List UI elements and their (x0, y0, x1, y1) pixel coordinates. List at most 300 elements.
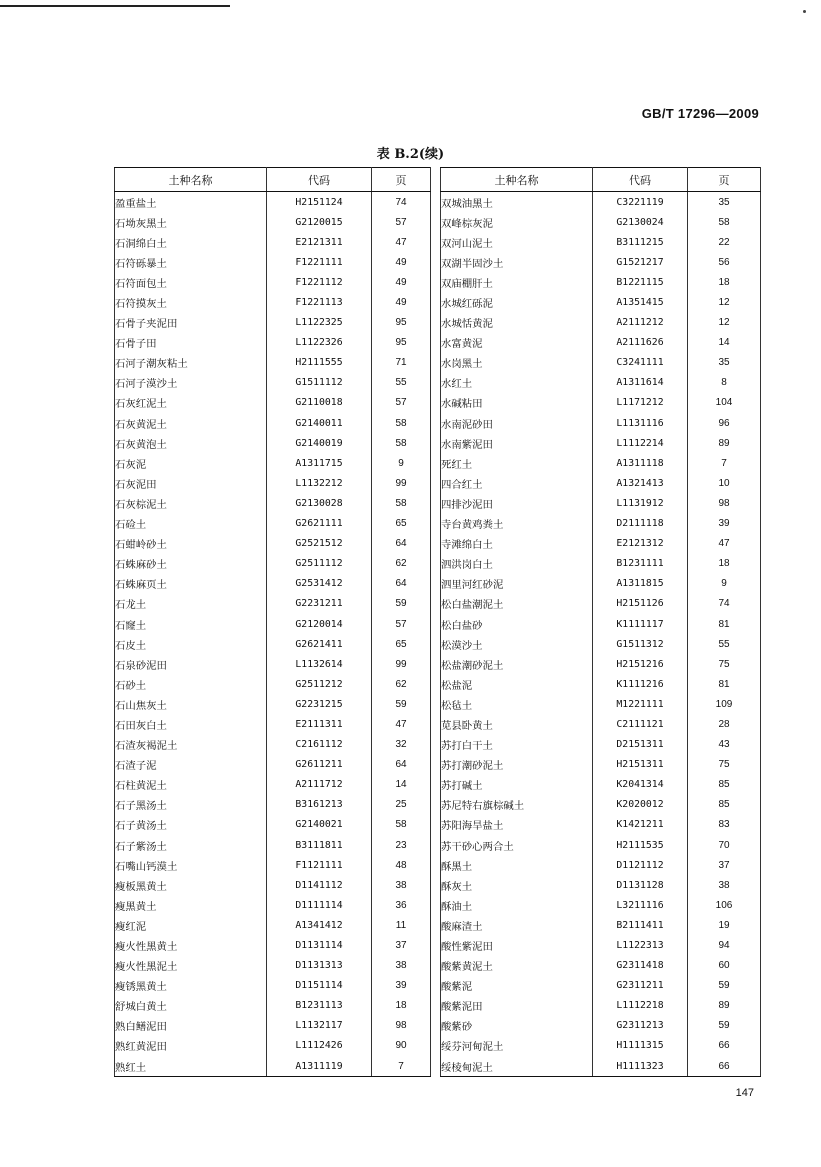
table-row (115, 514, 431, 534)
page-ref-cell: 66 (688, 1056, 761, 1077)
table-row (441, 775, 761, 795)
soil-code-cell: D1151114 (267, 976, 372, 996)
soil-code-cell: B3111811 (267, 835, 372, 855)
page-ref-cell: 14 (372, 775, 431, 795)
page-ref-cell: 28 (688, 714, 761, 734)
table-row (115, 735, 431, 755)
table-row (115, 634, 431, 654)
page-ref-cell: 37 (688, 855, 761, 875)
soil-name-cell: 泗洪岗白土 (441, 554, 593, 574)
page-ref-cell: 75 (688, 654, 761, 674)
soil-code-cell: G2621111 (267, 514, 372, 534)
page-ref-cell: 56 (688, 252, 761, 272)
soil-code-cell: K1111216 (593, 674, 688, 694)
page-ref-cell: 18 (688, 554, 761, 574)
page-ref-cell: 39 (688, 514, 761, 534)
soil-name-cell: 瘦黑黄土 (115, 895, 267, 915)
soil-name-cell: 石龙土 (115, 594, 267, 614)
soil-code-cell: K1111117 (593, 614, 688, 634)
soil-code-cell: H2151124 (267, 192, 372, 213)
page-ref-cell: 89 (688, 996, 761, 1016)
page-ref-cell: 36 (372, 895, 431, 915)
soil-code-cell: C3241111 (593, 353, 688, 373)
soil-name-cell: 石河子潮灰粘土 (115, 353, 267, 373)
table-header-row (115, 168, 431, 192)
soil-name-cell: 松毡土 (441, 694, 593, 714)
page-ref-cell: 66 (688, 1036, 761, 1056)
table-row (115, 795, 431, 815)
table-row (441, 935, 761, 955)
page-ref-cell: 7 (688, 453, 761, 473)
table-row (441, 634, 761, 654)
table-row (115, 755, 431, 775)
soil-name-cell: 石硷土 (115, 514, 267, 534)
soil-name-cell: 泗里河红砂泥 (441, 574, 593, 594)
soil-code-cell: L1122326 (267, 333, 372, 353)
soil-name-cell: 石洞绵白土 (115, 232, 267, 252)
soil-name-cell: 石渣灰褐泥土 (115, 735, 267, 755)
table-row (441, 694, 761, 714)
top-rule (0, 5, 230, 7)
soil-code-cell: G2120014 (267, 614, 372, 634)
table-row (441, 534, 761, 554)
soil-code-cell: E2121312 (593, 534, 688, 554)
soil-name-cell: 石符摸灰土 (115, 292, 267, 312)
page-ref-cell: 12 (688, 292, 761, 312)
soil-code-cell: G2140011 (267, 413, 372, 433)
soil-code-cell: L1112218 (593, 996, 688, 1016)
soil-name-cell: 瘦板黑黄土 (115, 875, 267, 895)
soil-code-cell: A1311815 (593, 574, 688, 594)
soil-name-cell: 石灰泥田 (115, 473, 267, 493)
page-ref-cell: 12 (688, 313, 761, 333)
page-ref-cell: 23 (372, 835, 431, 855)
table-row (441, 514, 761, 534)
page-ref-cell: 83 (688, 815, 761, 835)
soil-code-cell: H1111323 (593, 1056, 688, 1077)
soil-code-cell: G2231211 (267, 594, 372, 614)
page-ref-cell: 47 (372, 714, 431, 734)
page-ref-cell: 109 (688, 694, 761, 714)
table-row (115, 192, 431, 213)
soil-name-cell: 石坳灰黑土 (115, 212, 267, 232)
soil-name-cell: 四排沙泥田 (441, 493, 593, 513)
page-ref-cell: 64 (372, 755, 431, 775)
table-row (115, 815, 431, 835)
soil-name-cell: 酸紫泥田 (441, 996, 593, 1016)
table-row (115, 453, 431, 473)
soil-name-cell: 苏打潮砂泥土 (441, 755, 593, 775)
page-ref-cell: 48 (372, 855, 431, 875)
soil-name-cell: 石蛛麻页土 (115, 574, 267, 594)
soil-code-cell: K2020012 (593, 795, 688, 815)
soil-name-cell: 石灰黄泡土 (115, 433, 267, 453)
page-ref-cell: 58 (372, 493, 431, 513)
table-row (441, 413, 761, 433)
table-row (441, 232, 761, 252)
soil-code-cell: G1511112 (267, 373, 372, 393)
soil-code-cell: M1221111 (593, 694, 688, 714)
page-ref-cell: 55 (688, 634, 761, 654)
page-ref-cell: 58 (372, 433, 431, 453)
page-ref-cell: 57 (372, 212, 431, 232)
table-row (115, 915, 431, 935)
soil-code-cell: G2511112 (267, 554, 372, 574)
soil-name-cell: 石灰棕泥土 (115, 493, 267, 513)
table-row (441, 574, 761, 594)
soil-name-cell: 苏打白干土 (441, 735, 593, 755)
soil-code-cell: A2111712 (267, 775, 372, 795)
soil-code-cell: G2611211 (267, 755, 372, 775)
table-row (115, 674, 431, 694)
soil-code-cell: L1122325 (267, 313, 372, 333)
page-ref-cell: 60 (688, 956, 761, 976)
soil-code-cell: L1171212 (593, 393, 688, 413)
soil-code-cell: G2621411 (267, 634, 372, 654)
soil-code-cell: C3221119 (593, 192, 688, 213)
page-ref-cell: 39 (372, 976, 431, 996)
soil-code-cell: D1131114 (267, 935, 372, 955)
page-ref-cell: 35 (688, 192, 761, 213)
soil-code-cell: A1311119 (267, 1056, 372, 1077)
page-ref-cell: 35 (688, 353, 761, 373)
soil-name-cell: 石子紫汤土 (115, 835, 267, 855)
soil-code-cell: G1521217 (593, 252, 688, 272)
page-ref-cell: 38 (372, 956, 431, 976)
soil-name-cell: 石山焦灰土 (115, 694, 267, 714)
page-ref-cell: 74 (688, 594, 761, 614)
page-ref-cell: 64 (372, 574, 431, 594)
soil-code-cell: A1341412 (267, 915, 372, 935)
page-ref-cell: 71 (372, 353, 431, 373)
soil-code-cell: B3111215 (593, 232, 688, 252)
page-ref-cell: 96 (688, 413, 761, 433)
table-caption: 表 B.2(续) (376, 147, 445, 162)
soil-code-cell: H2151311 (593, 755, 688, 775)
page-ref-cell: 64 (372, 534, 431, 554)
soil-code-cell: L3211116 (593, 895, 688, 915)
table-row (115, 574, 431, 594)
soil-name-cell: 石子黑汤土 (115, 795, 267, 815)
page-ref-cell: 70 (688, 835, 761, 855)
soil-code-cell: F1221113 (267, 292, 372, 312)
soil-name-cell: 酸紫砂 (441, 1016, 593, 1036)
table-row (441, 654, 761, 674)
table-row (115, 212, 431, 232)
soil-code-cell: K2041314 (593, 775, 688, 795)
soil-name-cell: 石田灰白土 (115, 714, 267, 734)
soil-code-cell: A1311614 (593, 373, 688, 393)
soil-name-cell: 瘦火性黑黄土 (115, 935, 267, 955)
table-row (115, 835, 431, 855)
soil-code-cell: A2111626 (593, 333, 688, 353)
soil-name-cell: 石灰红泥土 (115, 393, 267, 413)
page-ref-cell: 59 (372, 694, 431, 714)
soil-name-cell: 瘦锈黑黄土 (115, 976, 267, 996)
soil-name-cell: 苋县卧黄土 (441, 714, 593, 734)
soil-code-cell: H1111315 (593, 1036, 688, 1056)
soil-code-cell: L1132117 (267, 1016, 372, 1036)
soil-code-cell: G2511212 (267, 674, 372, 694)
table-row (115, 694, 431, 714)
table-row (115, 775, 431, 795)
table-row (115, 654, 431, 674)
table-row (115, 232, 431, 252)
table-row (441, 433, 761, 453)
soil-table-right (440, 167, 761, 1077)
soil-name-cell: 舒城白黄土 (115, 996, 267, 1016)
table-row (441, 272, 761, 292)
page-ref-cell: 18 (372, 996, 431, 1016)
soil-name-cell: 双峰棕灰泥 (441, 212, 593, 232)
soil-name-cell: 水岗黑土 (441, 353, 593, 373)
soil-name-cell: 松盐泥 (441, 674, 593, 694)
soil-code-cell: G2130028 (267, 493, 372, 513)
page-ref-cell: 104 (688, 393, 761, 413)
soil-name-cell: 水城红砾泥 (441, 292, 593, 312)
page-ref-cell: 99 (372, 654, 431, 674)
soil-code-cell: C2161112 (267, 735, 372, 755)
page-ref-cell: 57 (372, 393, 431, 413)
soil-name-cell: 寺滩绵白土 (441, 534, 593, 554)
page-ref-cell: 65 (372, 634, 431, 654)
soil-name-cell: 石窿土 (115, 614, 267, 634)
table-row (441, 1016, 761, 1036)
soil-code-cell: L1122313 (593, 935, 688, 955)
table-row (441, 976, 761, 996)
soil-name-cell: 四合红土 (441, 473, 593, 493)
soil-code-cell: D1141112 (267, 875, 372, 895)
column-header-page: 页 (688, 168, 761, 192)
column-header-code: 代码 (593, 168, 688, 192)
soil-code-cell: L1131116 (593, 413, 688, 433)
soil-name-cell: 石泉砂泥田 (115, 654, 267, 674)
soil-code-cell: L1112426 (267, 1036, 372, 1056)
page-ref-cell: 38 (688, 875, 761, 895)
table-row (441, 795, 761, 815)
page-ref-cell: 38 (372, 875, 431, 895)
table-row (115, 714, 431, 734)
table-row (115, 956, 431, 976)
table-header-row (441, 168, 761, 192)
page-ref-cell: 19 (688, 915, 761, 935)
table-row (441, 956, 761, 976)
table-row (115, 333, 431, 353)
soil-code-cell: H2151216 (593, 654, 688, 674)
soil-code-cell: H2111535 (593, 835, 688, 855)
page-ref-cell: 62 (372, 554, 431, 574)
soil-code-cell: F1221111 (267, 252, 372, 272)
soil-code-cell: L1132614 (267, 654, 372, 674)
soil-code-cell: D1121112 (593, 855, 688, 875)
page-ref-cell: 7 (372, 1056, 431, 1077)
soil-code-cell: G2531412 (267, 574, 372, 594)
soil-name-cell: 石蛛麻砂土 (115, 554, 267, 574)
soil-name-cell: 松盐潮砂泥土 (441, 654, 593, 674)
soil-name-cell: 绥芬河甸泥土 (441, 1036, 593, 1056)
column-header-name: 土种名称 (441, 168, 593, 192)
soil-name-cell: 石灰泥 (115, 453, 267, 473)
table-row (441, 373, 761, 393)
page-ref-cell: 14 (688, 333, 761, 353)
soil-code-cell: G2110018 (267, 393, 372, 413)
soil-code-cell: G2231215 (267, 694, 372, 714)
soil-name-cell: 酸性紫泥田 (441, 935, 593, 955)
table-row (115, 534, 431, 554)
table-row (115, 393, 431, 413)
soil-code-cell: A1311118 (593, 453, 688, 473)
soil-code-cell: B1231113 (267, 996, 372, 1016)
page-ref-cell: 59 (688, 1016, 761, 1036)
page-ref-cell: 59 (372, 594, 431, 614)
soil-code-cell: D1111114 (267, 895, 372, 915)
soil-code-cell: A1311715 (267, 453, 372, 473)
page-ref-cell: 32 (372, 735, 431, 755)
page-ref-cell: 95 (372, 333, 431, 353)
page-ref-cell: 9 (372, 453, 431, 473)
page-ref-cell: 106 (688, 895, 761, 915)
soil-code-cell: L1131912 (593, 493, 688, 513)
page-ref-cell: 9 (688, 574, 761, 594)
soil-name-cell: 熟红土 (115, 1056, 267, 1077)
table-row (115, 1036, 431, 1056)
page-ref-cell: 81 (688, 614, 761, 634)
page-ref-cell: 18 (688, 272, 761, 292)
soil-name-cell: 瘦红泥 (115, 915, 267, 935)
soil-name-cell: 水南紫泥田 (441, 433, 593, 453)
table-row (441, 313, 761, 333)
soil-code-cell: G1511312 (593, 634, 688, 654)
soil-name-cell: 水富黄泥 (441, 333, 593, 353)
soil-name-cell: 酥油土 (441, 895, 593, 915)
page-ref-cell: 49 (372, 292, 431, 312)
soil-code-cell: D1131128 (593, 875, 688, 895)
page-ref-cell: 95 (372, 313, 431, 333)
soil-code-cell: G2311213 (593, 1016, 688, 1036)
soil-name-cell: 水碱粘田 (441, 393, 593, 413)
soil-name-cell: 瘦火性黑泥土 (115, 956, 267, 976)
soil-code-cell: E2111311 (267, 714, 372, 734)
page-ref-cell: 94 (688, 935, 761, 955)
table-row (115, 313, 431, 333)
soil-name-cell: 酥灰土 (441, 875, 593, 895)
soil-name-cell: 酸麻渣土 (441, 915, 593, 935)
soil-name-cell: 死红土 (441, 453, 593, 473)
soil-code-cell: G2521512 (267, 534, 372, 554)
scan-mark (803, 10, 806, 13)
soil-name-cell: 水城恬黄泥 (441, 313, 593, 333)
table-row (441, 815, 761, 835)
page-ref-cell: 22 (688, 232, 761, 252)
page-ref-cell: 90 (372, 1036, 431, 1056)
soil-code-cell: H2151126 (593, 594, 688, 614)
page-ref-cell: 74 (372, 192, 431, 213)
soil-name-cell: 松白盐潮泥土 (441, 594, 593, 614)
table-row (441, 915, 761, 935)
page-ref-cell: 75 (688, 755, 761, 775)
soil-name-cell: 水南泥砂田 (441, 413, 593, 433)
soil-name-cell: 石子黄汤土 (115, 815, 267, 835)
table-row (441, 212, 761, 232)
page-ref-cell: 99 (372, 473, 431, 493)
soil-code-cell: B2111411 (593, 915, 688, 935)
table-row (115, 493, 431, 513)
table-row (441, 594, 761, 614)
soil-code-cell: B1221115 (593, 272, 688, 292)
soil-name-cell: 酸紫泥 (441, 976, 593, 996)
soil-name-cell: 苏尼特右旗棕碱土 (441, 795, 593, 815)
table-row (441, 192, 761, 213)
soil-code-cell: A1321413 (593, 473, 688, 493)
table-row (441, 855, 761, 875)
table-row (115, 373, 431, 393)
table-row (441, 714, 761, 734)
page-ref-cell: 49 (372, 272, 431, 292)
soil-code-cell: A1351415 (593, 292, 688, 312)
soil-code-cell: E2121311 (267, 232, 372, 252)
soil-code-cell: L1112214 (593, 433, 688, 453)
page-ref-cell: 37 (372, 935, 431, 955)
soil-name-cell: 松白盐砂 (441, 614, 593, 634)
soil-name-cell: 寺台黄鸡粪土 (441, 514, 593, 534)
table-row (441, 895, 761, 915)
table-row (441, 674, 761, 694)
table-row (115, 554, 431, 574)
soil-code-cell: D2151311 (593, 735, 688, 755)
table-row (441, 554, 761, 574)
soil-name-cell: 石嘴山钙漠土 (115, 855, 267, 875)
standard-number: GB/T 17296—2009 (641, 106, 759, 121)
soil-code-cell: G2140019 (267, 433, 372, 453)
page-ref-cell: 47 (372, 232, 431, 252)
column-header-code: 代码 (267, 168, 372, 192)
table-row (441, 996, 761, 1016)
soil-name-cell: 石蚶岭砂土 (115, 534, 267, 554)
soil-name-cell: 熟白鳝泥田 (115, 1016, 267, 1036)
soil-name-cell: 石河子漠沙土 (115, 373, 267, 393)
table-row (115, 252, 431, 272)
page-ref-cell: 11 (372, 915, 431, 935)
soil-name-cell: 石渣子泥 (115, 755, 267, 775)
soil-name-cell: 苏打碱土 (441, 775, 593, 795)
table-row (441, 493, 761, 513)
table-row (115, 594, 431, 614)
soil-code-cell: H2111555 (267, 353, 372, 373)
page-ref-cell: 81 (688, 674, 761, 694)
soil-code-cell: L1132212 (267, 473, 372, 493)
soil-code-cell: G2120015 (267, 212, 372, 232)
column-header-page: 页 (372, 168, 431, 192)
page-ref-cell: 43 (688, 735, 761, 755)
page-ref-cell: 58 (688, 212, 761, 232)
soil-code-cell: F1121111 (267, 855, 372, 875)
page-ref-cell: 58 (372, 413, 431, 433)
soil-code-cell: D2111118 (593, 514, 688, 534)
page-ref-cell: 25 (372, 795, 431, 815)
soil-code-cell: B3161213 (267, 795, 372, 815)
soil-code-cell: F1221112 (267, 272, 372, 292)
table-row (441, 835, 761, 855)
soil-name-cell: 石骨子夹泥田 (115, 313, 267, 333)
table-row (441, 252, 761, 272)
soil-code-cell: B1231111 (593, 554, 688, 574)
table-row (115, 855, 431, 875)
soil-name-cell: 石皮土 (115, 634, 267, 654)
table-row (441, 292, 761, 312)
soil-name-cell: 绥棱甸泥土 (441, 1056, 593, 1077)
soil-code-cell: G2130024 (593, 212, 688, 232)
soil-code-cell: G2311211 (593, 976, 688, 996)
